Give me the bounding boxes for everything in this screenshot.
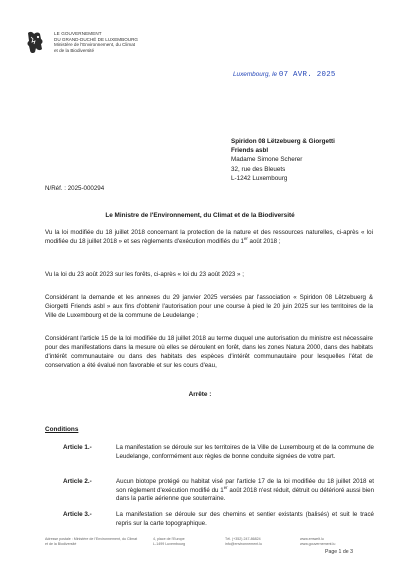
date-line (233, 71, 336, 79)
footer-address-line-1: 4, place de l'Europe (153, 537, 185, 541)
date-place: Luxembourg, le (233, 71, 278, 78)
footer-web-2: www.gouvernement.lu (300, 541, 336, 546)
article-3-label: Article 3.- (63, 511, 92, 518)
recipient-line-3: Madame Simone Scherer (231, 156, 303, 164)
page-number: Page 1 de 3 (325, 549, 353, 555)
article-1-text: La manifestation se déroule sur les territoires de la Ville de Luxembourg et de la commune de Leudelange, conformément aux règles de bonne conduite signées de votre part. (116, 444, 374, 460)
footer-phone: Tél. (+352) 247-86824 (225, 537, 261, 541)
date-stamp: 07 AVR. 2025 (278, 71, 336, 79)
coat-of-arms-logo (24, 30, 46, 56)
paragraph-demande: Considérant la demande et les annexes du 29 janvier 2025 versées par l'association « Spiridon 08 Lëtzebuerg & Giorgetti Friends asbl » aux fins d'obtenir l'autorisation pour une course à pied le 20 juin 2025 sur les territoires de la Ville de Luxembourg et de la commune de Leudelange ; (45, 294, 373, 320)
article-2-text (116, 478, 374, 504)
gov-line-2: DU GRAND-DUCHÉ DE LUXEMBOURG (54, 36, 138, 42)
footer-postal-line-1: Adresse postale : Ministère de l'Environnement, du Climat (45, 537, 138, 541)
recipient-line-1: Spiridon 08 Lëtzebuerg & Giorgetti (231, 138, 335, 145)
paragraph-loi-forets: Vu la loi du 23 août 2023 sur les forêts, ci-après « loi du 23 août 2023 » ; (45, 271, 244, 278)
conditions-heading: Conditions (45, 426, 79, 433)
footer-web (300, 537, 335, 546)
footer-web-1: www.emwelt.lu (300, 537, 324, 541)
article-2-sup: er (223, 484, 228, 490)
article-2-text-a: Aucun biotope protégé ou habitat visé par l'article 17 de la loi modifiée du 18 juillet 2018 et son règlement d'exécution modifié du 1 (116, 478, 374, 494)
paragraph-article-15: Considérant l'article 15 de la loi modifiée du 18 juillet 2018 au terme duquel une autorisation du ministre est nécessaire pour des manifestations dans la mesure où elles se déroulent en forêt, dans les zones Natura 2000, dans des habitats d'intérêt communautaire ou dans des habitats des espèces d'intérêt communautaire pour lesquelles l'état de conservation a été évalué non favorable et sur les cours d'eau, (45, 335, 373, 370)
footer-address (153, 537, 185, 546)
article-3-text: La manifestation se déroule sur des chemins et sentier existants (balisés) et suit le tracé repris sur la carte topographique. (116, 511, 374, 527)
p1-text-b: août 2018 ; (247, 238, 281, 246)
gov-line-4: et de la Biodiversité (54, 47, 95, 53)
footer-email: info@environnement.lu (225, 541, 263, 546)
recipient-line-2: Friends asbl (231, 147, 269, 155)
paragraph-loi-2018 (45, 228, 373, 246)
footer-postal-line-2: et de la Biodiversité (45, 541, 77, 546)
article-2-text-b: août 2018 n'est réduit, détruit ou détérioré aussi bien dans la partie aérienne que souterraine. (116, 486, 375, 503)
recipient-address (231, 137, 335, 183)
article-1-label: Article 1.- (63, 444, 92, 451)
footer-postal (45, 537, 137, 546)
footer-address-line-2: L-1499 Luxembourg (153, 541, 186, 546)
p1-sup: er (243, 236, 248, 242)
arrete-heading: Arrête : (188, 391, 212, 398)
p1-text-a: Vu la loi modifiée du 18 juillet 2018 concernant la protection de la nature et des ressources naturelles, ci-après « loi modifiée du 18 juillet 2018 » et ses règlements d'exécution modifiés du 1 (45, 229, 373, 246)
gov-line-1: LE GOUVERNEMENT (54, 31, 102, 36)
issuer-heading: Le Ministre de l'Environnement, du Climat et de la Biodiversité (105, 212, 295, 219)
article-2-label: Article 2.- (63, 478, 92, 485)
gov-line-3: Ministère de l'Environnement, du Climat (54, 42, 136, 48)
recipient-line-4: 32, rue des Bleuets (231, 165, 286, 173)
reference-number: N/Réf. : 2025-000294 (45, 185, 105, 192)
footer-contact (225, 537, 262, 546)
government-header (54, 31, 138, 53)
recipient-line-5: L-1242 Luxembourg (231, 174, 288, 182)
